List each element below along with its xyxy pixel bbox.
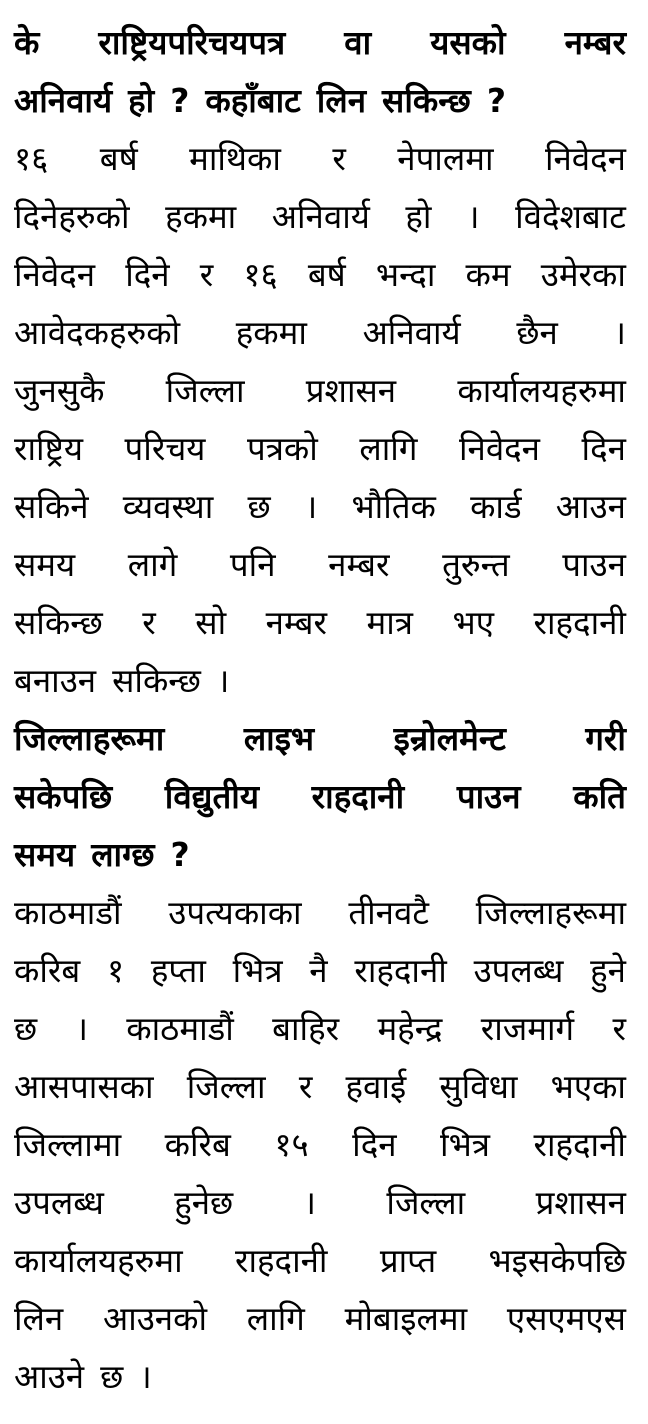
word: कति <box>573 777 626 816</box>
word: मात्र <box>366 603 414 642</box>
word: महेन्द्र <box>377 1009 443 1048</box>
word: अनिवार्य <box>271 197 370 236</box>
word: बर्ष <box>99 139 138 178</box>
word: भित्र <box>232 951 283 990</box>
word: र <box>332 139 346 178</box>
word: । <box>139 1357 152 1396</box>
text-line <box>14 884 626 942</box>
word: नम्बर <box>564 23 626 62</box>
word: राष्ट्रिय <box>14 429 84 468</box>
word: व्यवस्था <box>122 487 214 526</box>
word: कहाँबाट <box>205 81 301 120</box>
word: छ <box>100 1357 124 1396</box>
word: लागे <box>127 545 178 584</box>
word: पनि <box>229 545 276 584</box>
word: गरी <box>585 719 626 758</box>
word: जिल्ला <box>165 371 245 410</box>
word: बनाउन <box>14 661 97 700</box>
word: हुनेछ <box>174 1183 234 1222</box>
word: अनिवार्य <box>362 313 461 352</box>
word: जिल्ला <box>386 1183 466 1222</box>
word: नम्बर <box>265 603 328 642</box>
word: राहदानी <box>533 603 626 642</box>
word: । <box>75 1009 88 1048</box>
text-line <box>14 594 626 652</box>
word: ? <box>170 81 190 120</box>
word: छ <box>14 1009 38 1048</box>
word: सकिने <box>14 487 89 526</box>
word: । <box>613 313 626 352</box>
word: लागि <box>359 429 418 468</box>
word: यसको <box>430 23 506 62</box>
word: उपलब्ध <box>473 951 564 990</box>
answer-paragraph <box>14 884 626 1406</box>
text-line <box>14 826 626 884</box>
word: तुरुन्त <box>442 545 510 584</box>
word: सकिन्छ <box>14 603 103 642</box>
word: जुनसुकै <box>14 371 105 410</box>
word: भित्र <box>440 1125 490 1164</box>
text-line <box>14 942 626 1000</box>
word: निवेदन <box>14 255 96 294</box>
word: मोबाइलमा <box>344 1299 468 1338</box>
word: बर्ष <box>307 255 346 294</box>
word: राहदानी <box>354 951 447 990</box>
word: आसपासका <box>14 1067 154 1106</box>
answer-paragraph <box>14 130 626 710</box>
word: १ <box>106 951 125 990</box>
word: । <box>304 487 318 526</box>
word: भएका <box>550 1067 626 1106</box>
word: लिन <box>316 81 367 120</box>
word: के <box>14 23 40 62</box>
question-heading <box>14 14 626 130</box>
word: कार्यालयहरुमा <box>457 371 626 410</box>
word: र <box>612 1009 626 1048</box>
word: परिचय <box>124 429 206 468</box>
word: छैन <box>516 313 558 352</box>
word: सो <box>195 603 227 642</box>
word: काठमाडौं <box>14 893 122 932</box>
text-line <box>14 1348 626 1406</box>
word: कार्ड <box>470 487 522 526</box>
text-line <box>14 362 626 420</box>
text-line <box>14 1290 626 1348</box>
word: आवेदकहरुको <box>14 313 181 352</box>
word: सकेपछि <box>14 777 113 816</box>
word: हकमा <box>165 197 237 236</box>
word: उपत्यकाका <box>168 893 302 932</box>
text-line <box>14 130 626 188</box>
word: ? <box>486 81 506 120</box>
word: विदेशबाट <box>515 197 626 236</box>
word: हुने <box>590 951 626 990</box>
word: र <box>199 255 214 294</box>
word: भौतिक <box>351 487 436 526</box>
question-heading <box>14 710 626 884</box>
word: भए <box>452 603 494 642</box>
word: समय <box>14 545 76 584</box>
word: । <box>216 661 230 700</box>
word: करिब <box>164 1125 231 1164</box>
text-line <box>14 478 626 536</box>
text-line <box>14 304 626 362</box>
word: सुविधा <box>439 1067 518 1106</box>
word: भइसकेपछि <box>488 1241 626 1280</box>
text-line <box>14 1116 626 1174</box>
document-page <box>14 14 626 1406</box>
word: दिनेहरुको <box>14 197 130 236</box>
word: हो <box>128 81 155 120</box>
word: करिब <box>14 951 81 990</box>
word: काठमाडौं <box>126 1009 234 1048</box>
word: १६ <box>243 255 278 294</box>
text-line <box>14 420 626 478</box>
word: एसएमएस <box>506 1299 626 1338</box>
word: आउन <box>555 487 626 526</box>
word: भन्दा <box>375 255 436 294</box>
word: । <box>467 197 480 236</box>
text-line <box>14 1174 626 1232</box>
word: ? <box>170 835 190 874</box>
text-line <box>14 1000 626 1058</box>
word: पाउन <box>562 545 626 584</box>
word: निवेदन <box>458 429 541 468</box>
text-line <box>14 246 626 304</box>
word: दिने <box>125 255 170 294</box>
word: नेपालमा <box>397 139 494 178</box>
word: लिन <box>14 1299 64 1338</box>
word: कम <box>465 255 511 294</box>
word: तीनवटै <box>348 893 429 932</box>
word: लाग्छ <box>91 835 155 874</box>
word: जिल्लाहरूमा <box>14 719 165 758</box>
word: सकिन्छ <box>112 661 201 700</box>
word: राजमार्ग <box>480 1009 575 1048</box>
text-line <box>14 14 626 72</box>
text-line <box>14 652 626 710</box>
word: प्राप्त <box>379 1241 437 1280</box>
word: निवेदन <box>544 139 626 178</box>
word: हकमा <box>235 313 307 352</box>
word: बाहिर <box>272 1009 340 1048</box>
word: नम्बर <box>328 545 390 584</box>
word: हो <box>405 197 432 236</box>
word: । <box>303 1183 317 1222</box>
word: समय <box>14 835 76 874</box>
word: छ <box>247 487 271 526</box>
word: राहदानी <box>234 1241 328 1280</box>
text-line <box>14 1058 626 1116</box>
word: आउने <box>14 1357 85 1396</box>
word: कार्यालयहरुमा <box>14 1241 183 1280</box>
word: राहदानी <box>533 1125 626 1164</box>
text-line <box>14 1232 626 1290</box>
word: आउनको <box>103 1299 208 1338</box>
word: र <box>298 1067 313 1106</box>
text-line <box>14 72 626 130</box>
word: १६ <box>14 139 49 178</box>
word: वा <box>344 23 372 62</box>
word: दिन <box>352 1125 397 1164</box>
word: प्रशासन <box>535 1183 626 1222</box>
word: लागि <box>246 1299 305 1338</box>
word: र <box>142 603 156 642</box>
word: नै <box>309 951 328 990</box>
word: उमेरका <box>540 255 626 294</box>
text-line <box>14 768 626 826</box>
word: राष्ट्रियपरिचयपत्र <box>98 23 286 62</box>
word: प्रशासन <box>305 371 397 410</box>
word: १५ <box>274 1125 309 1164</box>
word: विद्युतीय <box>164 777 259 816</box>
text-line <box>14 710 626 768</box>
text-line <box>14 188 626 246</box>
word: इन्रोलमेन्ट <box>393 719 506 758</box>
word: उपलब्ध <box>14 1183 104 1222</box>
text-line <box>14 536 626 594</box>
word: हप्ता <box>150 951 206 990</box>
word: जिल्लाहरूमा <box>475 893 626 932</box>
word: हवाई <box>345 1067 407 1106</box>
word: पाउन <box>456 777 521 816</box>
word: दिन <box>581 429 626 468</box>
word: जिल्लामा <box>14 1125 122 1164</box>
word: माथिका <box>189 139 281 178</box>
word: सकिन्छ <box>382 81 471 120</box>
word: लाइभ <box>243 719 315 758</box>
word: राहदानी <box>311 777 405 816</box>
word: जिल्ला <box>186 1067 266 1106</box>
word: पत्रको <box>246 429 318 468</box>
word: अनिवार्य <box>14 81 113 120</box>
